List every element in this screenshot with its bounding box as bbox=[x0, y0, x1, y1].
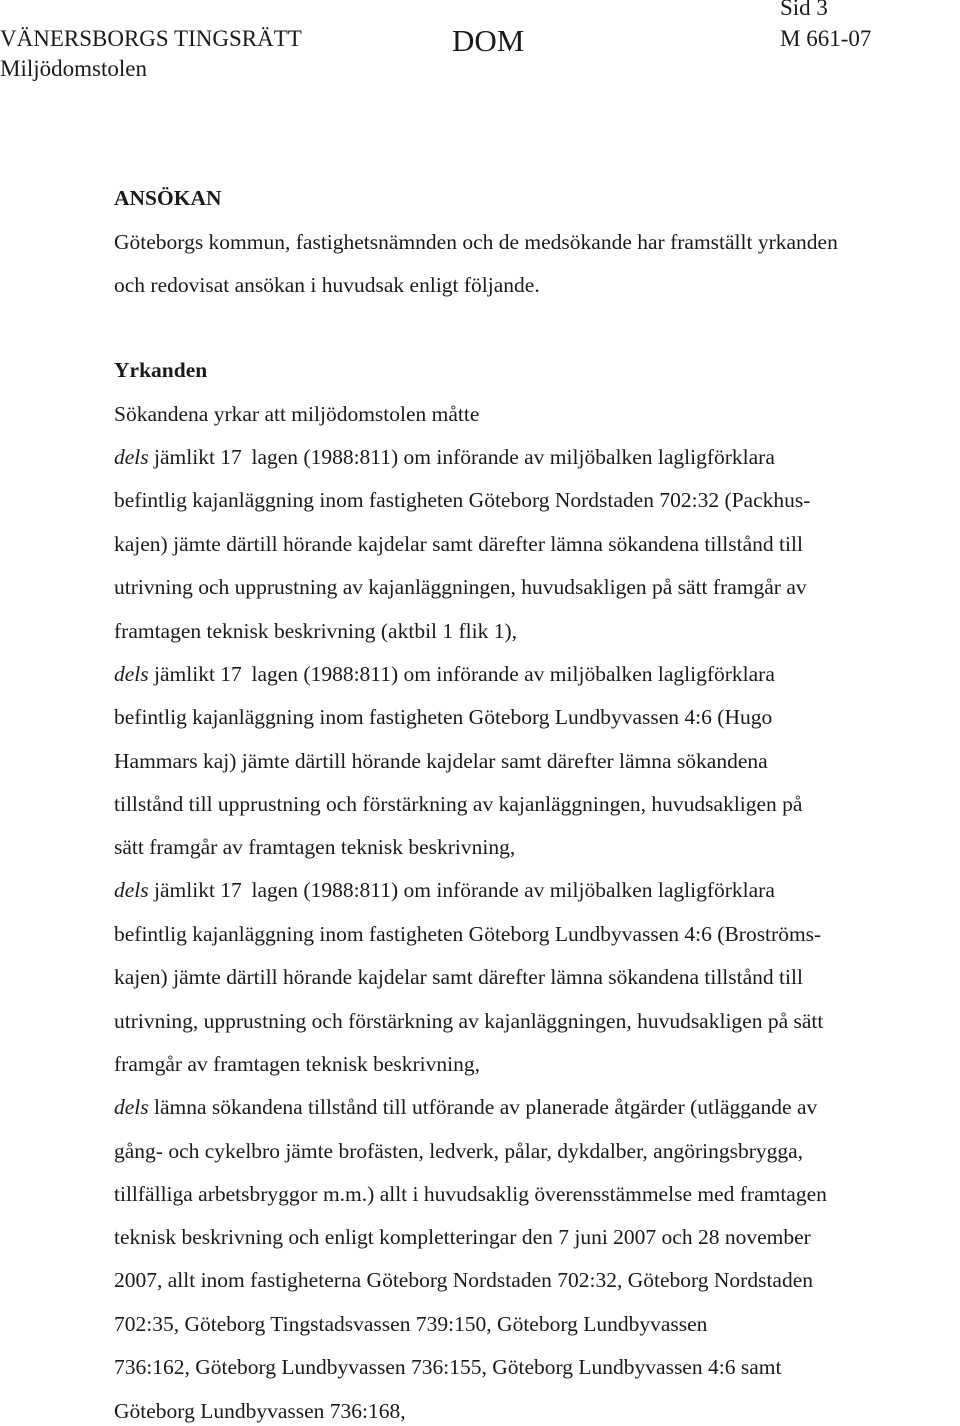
dels-word: dels bbox=[114, 445, 149, 469]
paragraph-line: utrivning och upprustning av kajanläggningen, huvudsakligen på sätt framgår av bbox=[114, 575, 807, 599]
paragraph-line: Göteborg Lundbyvassen 736:168, bbox=[114, 1399, 406, 1423]
claim-lead-line bbox=[114, 1094, 817, 1120]
claim-lead-part-2: lagen (1988:811) om införande av miljöbalken lagligförklara bbox=[251, 878, 775, 902]
paragraph-line: och redovisat ansökan i huvudsak enligt följande. bbox=[114, 273, 540, 297]
paragraph-line: Hammars kaj) jämte därtill hörande kajdelar samt därefter lämna sökandena bbox=[114, 749, 768, 773]
paragraph-line: kajen) jämte därtill hörande kajdelar samt därefter lämna sökandena tillstånd till bbox=[114, 532, 803, 556]
paragraph-line: gång- och cykelbro jämte brofästen, ledverk, pålar, dykdalber, angöringsbrygga, bbox=[114, 1139, 804, 1163]
paragraph-line: utrivning, upprustning och förstärkning av kajanläggningen, huvudsakligen på sätt bbox=[114, 1009, 824, 1033]
dels-word: dels bbox=[114, 662, 149, 686]
paragraph-line: sätt framgår av framtagen teknisk beskrivning, bbox=[114, 835, 516, 859]
paragraph-intro: Sökandena yrkar att miljödomstolen måtte bbox=[114, 402, 480, 426]
paragraph-line: 702:35, Göteborg Tingstadsvassen 739:150, Göteborg Lundbyvassen bbox=[114, 1312, 708, 1336]
claim-lead-part-2: lagen (1988:811) om införande av miljöbalken lagligförklara bbox=[251, 662, 775, 686]
paragraph-line: teknisk beskrivning och enligt kompletteringar den 7 juni 2007 och 28 november bbox=[114, 1225, 811, 1249]
court-name: VÄNERSBORGS TINGSRÄTT bbox=[0, 26, 302, 51]
paragraph-line: kajen) jämte därtill hörande kajdelar samt därefter lämna sökandena tillstånd till bbox=[114, 965, 803, 989]
paragraph-line: 2007, allt inom fastigheterna Göteborg Nordstaden 702:32, Göteborg Nordstaden bbox=[114, 1268, 814, 1292]
claim-lead-part-1: jämlikt 17 bbox=[154, 878, 242, 902]
paragraph-line: tillfälliga arbetsbryggor m.m.) allt i huvudsaklig överensstämmelse med framtagen bbox=[114, 1182, 827, 1206]
dels-word: dels bbox=[114, 878, 149, 902]
claim-lead-line bbox=[114, 444, 775, 470]
claim-lead-part-1: jämlikt 17 bbox=[154, 662, 242, 686]
dels-word: dels bbox=[114, 1095, 149, 1119]
case-number: M 661-07 bbox=[780, 26, 872, 51]
claim-lead-line bbox=[114, 661, 775, 687]
claim-lead-part-1: jämlikt 17 bbox=[154, 445, 242, 469]
paragraph-line: befintlig kajanläggning inom fastigheten Göteborg Lundbyvassen 4:6 (Broströms- bbox=[114, 922, 822, 946]
heading-yrkanden: Yrkanden bbox=[114, 358, 208, 382]
paragraph-line: tillstånd till upprustning och förstärkning av kajanläggningen, huvudsakligen på bbox=[114, 792, 803, 816]
claim-lead-part-2: lagen (1988:811) om införande av miljöbalken lagligförklara bbox=[251, 445, 775, 469]
department-name: Miljödomstolen bbox=[0, 56, 147, 81]
heading-ansokan: ANSÖKAN bbox=[114, 186, 222, 210]
document-type: DOM bbox=[452, 23, 525, 58]
paragraph-line: framgår av framtagen teknisk beskrivning, bbox=[114, 1052, 480, 1076]
paragraph-line: 736:162, Göteborg Lundbyvassen 736:155, Göteborg Lundbyvassen 4:6 samt bbox=[114, 1355, 782, 1379]
paragraph-line: Göteborgs kommun, fastighetsnämnden och de medsökande har framställt yrkanden bbox=[114, 230, 838, 254]
paragraph-line: framtagen teknisk beskrivning (aktbil 1 flik 1), bbox=[114, 619, 518, 643]
claim-lead-line bbox=[114, 877, 775, 903]
paragraph-line: befintlig kajanläggning inom fastigheten Göteborg Nordstaden 702:32 (Packhus- bbox=[114, 488, 811, 512]
claim4-first-line: lämna sökandena tillstånd till utförande av planerade åtgärder (utläggande av bbox=[154, 1095, 818, 1119]
paragraph-line: befintlig kajanläggning inom fastigheten Göteborg Lundbyvassen 4:6 (Hugo bbox=[114, 705, 773, 729]
page-number: Sid 3 bbox=[780, 0, 828, 20]
